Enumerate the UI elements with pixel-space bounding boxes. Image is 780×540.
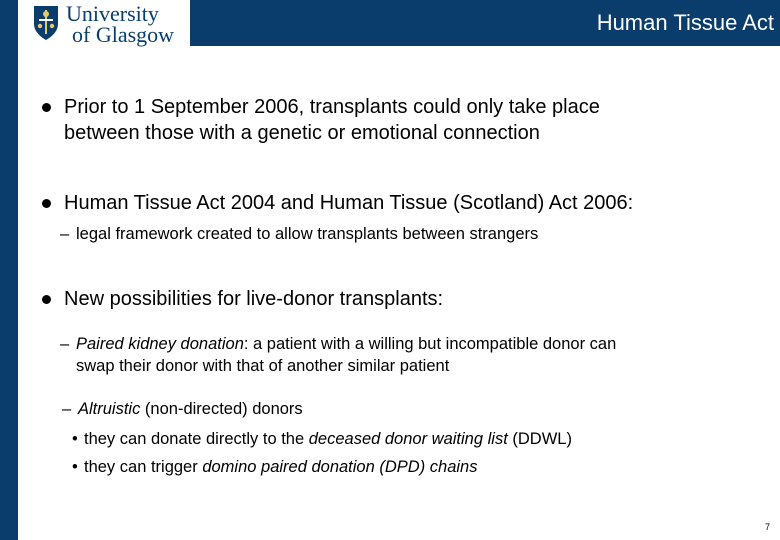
bullet-2-sub-text: legal framework created to allow transplants between strangers [76,225,539,243]
item-2-pre: they can trigger [84,458,203,476]
university-name [66,3,174,45]
bullet-1 [64,94,600,146]
bullet-1-line-2: between those with a genetic or emotional connection [64,122,540,144]
bullet-3-sub-2-item-1 [72,428,572,450]
bullet-marker-icon [42,103,51,112]
bullet-3-text: New possibilities for live-donor transplants: [64,288,444,310]
bullet-3 [64,286,443,312]
bullet-1-line-1: Prior to 1 September 2006, transplants could only take place [64,96,600,118]
university-logo [18,0,190,46]
dash-marker: – [60,225,70,243]
item-1-italic: deceased donor waiting list [308,430,508,448]
dash-marker: – [60,335,70,353]
dash-marker: – [62,400,72,418]
item-2-italic: domino paired donation (DPD) chains [202,458,478,476]
left-brand-bar [0,0,18,540]
bullet-2 [64,190,633,216]
logo-line-2: of Glasgow [72,22,175,47]
page-number: 7 [764,522,770,532]
bullet-2-text: Human Tissue Act 2004 and Human Tissue (Scotland) Act 2006: [64,192,634,214]
paired-donation-term: Paired kidney donation [76,335,244,353]
bullet-3-sub-1-line-2: swap their donor with that of another similar patient [76,357,450,375]
crest-icon [32,4,60,42]
bullet-3-sub-1-rest: : a patient with a willing but incompatible donor can [243,335,617,353]
bullet-3-sub-2 [62,398,303,420]
logo-line-1: University [66,1,159,26]
altruistic-term: Altruistic [78,400,141,418]
item-1-post: (DDWL) [507,430,572,448]
bullet-marker-icon [42,295,51,304]
bullet-3-sub-2-item-2 [72,456,478,478]
bullet-dot-icon: • [72,430,78,448]
item-1-pre: they can donate directly to the [84,430,309,448]
bullet-3-sub-1 [60,333,617,377]
bullet-3-sub-2-rest: (non-directed) donors [140,400,303,418]
slide-title: Human Tissue Act [596,10,774,35]
bullet-dot-icon: • [72,458,78,476]
bullet-2-sub [60,223,539,245]
bullet-marker-icon [42,199,51,208]
